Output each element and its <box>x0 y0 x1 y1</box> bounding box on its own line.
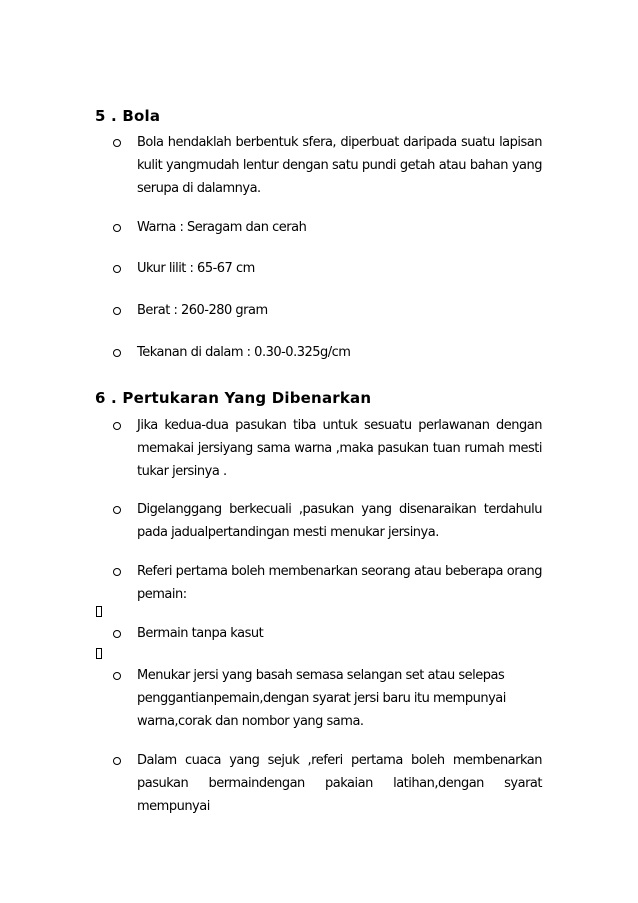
text-line: Bermain tanpa kasut <box>137 626 264 641</box>
text-line: Tekanan di dalam : 0.30-0.325g/cm <box>137 345 351 360</box>
bullet-icon <box>113 630 121 638</box>
bullet-icon <box>113 568 121 576</box>
section-6-heading: 6 . Pertukaran Yang Dibenarkan <box>95 389 372 407</box>
bullet-icon <box>113 265 121 273</box>
text-line: Menukar jersi yang basah semasa selangan set atau selepas <box>137 668 505 683</box>
text-line: Ukur lilit : 65-67 cm <box>137 261 255 276</box>
bullet-icon <box>113 506 121 514</box>
text-line: memakai jersiyang sama warna ,maka pasukan tuan rumah mesti <box>137 441 542 456</box>
missing-glyph-icon <box>96 648 102 659</box>
text-line: kulit yangmudah lentur dengan satu pundi getah atau bahan yang <box>137 158 542 173</box>
text-line: Bola hendaklah berbentuk sfera, diperbuat daripada suatu lapisan <box>137 135 542 150</box>
text-line: tukar jersinya . <box>137 464 227 479</box>
list-item-warna <box>137 216 542 239</box>
list-item-tanpa-kasut <box>137 622 542 645</box>
text-line: Warna : Seragam dan cerah <box>137 220 307 235</box>
text-line: pemain: <box>137 587 187 602</box>
text-line: warna,corak dan nombor yang sama. <box>137 714 364 729</box>
bullet-icon <box>113 307 121 315</box>
bullet-icon <box>113 672 121 680</box>
list-item-jersi-sama-warna <box>137 414 542 483</box>
bullet-icon <box>113 757 121 765</box>
bullet-icon <box>113 139 121 147</box>
list-item-cuaca-sejuk <box>137 749 542 818</box>
section-5-heading: 5 . Bola <box>95 107 161 125</box>
list-item-referi-pertama <box>137 560 542 606</box>
list-item-gelanggang-berkecuali <box>137 498 542 544</box>
list-item-ukur-lilit <box>137 257 542 280</box>
text-line: Dalam cuaca yang sejuk ,referi pertama boleh membenarkan <box>137 753 542 768</box>
text-line: penggantianpemain,dengan syarat jersi baru itu mempunyai <box>137 691 506 706</box>
list-item-menukar-jersi <box>137 664 542 733</box>
text-line: Jika kedua-dua pasukan tiba untuk sesuatu perlawanan dengan <box>137 418 542 433</box>
text-line: pasukan bermaindengan pakaian latihan,dengan syarat mempunyai <box>137 776 542 814</box>
text-line: Referi pertama boleh membenarkan seorang atau beberapa orang <box>137 564 542 579</box>
list-item-bola-description <box>137 131 542 200</box>
list-item-berat <box>137 299 542 322</box>
text-line: Digelanggang berkecuali ,pasukan yang disenaraikan terdahulu <box>137 502 542 517</box>
text-line: Berat : 260-280 gram <box>137 303 268 318</box>
text-line: pada jadualpertandingan mesti menukar jersinya. <box>137 525 439 540</box>
text-line: serupa di dalamnya. <box>137 181 261 196</box>
missing-glyph-icon <box>96 606 102 617</box>
bullet-icon <box>113 422 121 430</box>
bullet-icon <box>113 224 121 232</box>
list-item-tekanan <box>137 341 542 364</box>
bullet-icon <box>113 349 121 357</box>
